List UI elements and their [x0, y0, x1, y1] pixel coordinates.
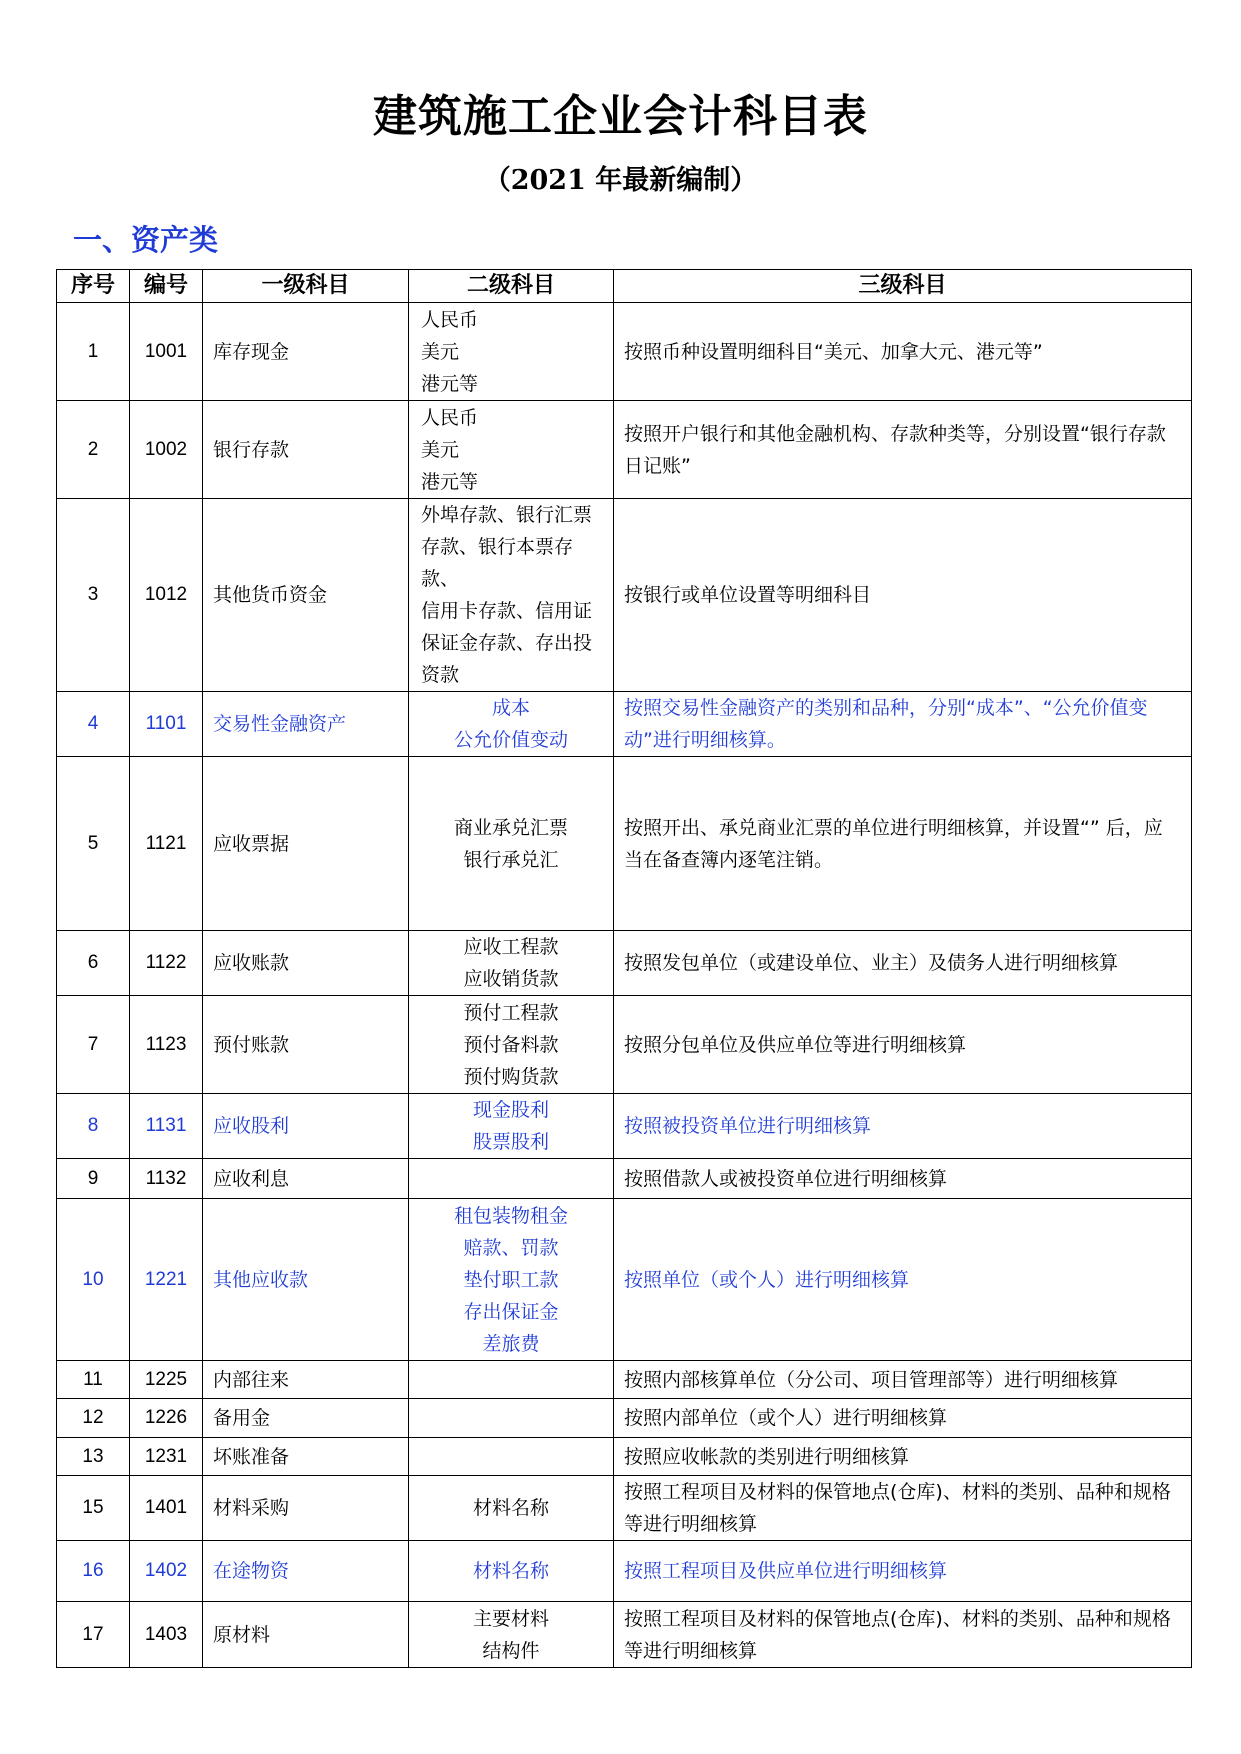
account-code-cell: 1012: [130, 499, 203, 692]
level1-account-cell: 材料采购: [203, 1476, 409, 1541]
level3-account-cell: [614, 499, 1192, 692]
account-code-cell: 1122: [130, 931, 203, 996]
account-code-cell: 1231: [130, 1438, 203, 1476]
level3-account-cell: [614, 931, 1192, 996]
table-row: [57, 1361, 1192, 1399]
table-row: [57, 1476, 1192, 1541]
level2-account-line: 信用卡存款、信用证: [421, 600, 593, 622]
table-row: [57, 1199, 1192, 1361]
level2-account-cell: [409, 757, 614, 931]
level3-account-description: 按照借款人或被投资单位进行明细核算: [624, 1167, 948, 1190]
level3-account-cell: [614, 1094, 1192, 1159]
account-code-cell: 1226: [130, 1399, 203, 1438]
level3-account-cell: [614, 692, 1192, 757]
level3-account-cell: [614, 1602, 1192, 1668]
level2-account-line: 应收销货款: [463, 968, 559, 990]
level2-account-line: 人民币: [421, 406, 479, 429]
header-level1-account: 一级科目: [203, 270, 409, 303]
level3-account-description: 按照开出、承兑商业汇票的单位进行明细核算，并设置“” 后，应当在备查簿内逐笔注销。: [624, 816, 1163, 871]
level2-account-line: 赔款、罚款: [463, 1236, 559, 1259]
level1-account-cell: 交易性金融资产: [203, 692, 409, 757]
account-code-cell: 1402: [130, 1541, 203, 1602]
account-code-cell: 1131: [130, 1094, 203, 1159]
level2-account-line: 预付备料款: [463, 1033, 559, 1056]
level3-account-cell: [614, 1361, 1192, 1399]
level2-account-line: 资款: [421, 664, 460, 686]
level1-account-cell: 预付账款: [203, 996, 409, 1094]
level2-account-line: 应收工程款: [463, 936, 559, 958]
serial-number-cell: 4: [57, 692, 130, 757]
level2-account-line: 租包装物租金: [453, 1204, 568, 1227]
account-code-cell: 1403: [130, 1602, 203, 1668]
account-code-cell: 1001: [130, 303, 203, 401]
serial-number-cell: 3: [57, 499, 130, 692]
level2-account-line: 预付工程款: [463, 1001, 559, 1024]
level2-account-line: 保证金存款、存出投: [421, 632, 593, 654]
level2-account-line: 主要材料: [472, 1607, 549, 1630]
level2-account-cell: [409, 1199, 614, 1361]
level3-account-description: 按照被投资单位进行明细核算: [624, 1115, 872, 1137]
serial-number-cell: 10: [57, 1199, 130, 1361]
account-code-cell: 1101: [130, 692, 203, 757]
level3-account-cell: [614, 757, 1192, 931]
level1-account-cell: 应收账款: [203, 931, 409, 996]
level2-account-line: 银行承兑汇: [463, 848, 559, 871]
level3-account-cell: [614, 1476, 1192, 1541]
account-code-cell: 1221: [130, 1199, 203, 1361]
level1-account-cell: 原材料: [203, 1602, 409, 1668]
level3-account-description: 按照币种设置明细科目“美元、加拿大元、港元等”: [624, 340, 1043, 363]
level2-account-cell: [409, 1399, 614, 1438]
table-header-row: [57, 270, 1192, 303]
serial-number-cell: 8: [57, 1094, 130, 1159]
table-row: [57, 1438, 1192, 1476]
account-code-cell: 1132: [130, 1159, 203, 1199]
level2-account-line: 港元等: [421, 372, 479, 395]
table-row: [57, 1094, 1192, 1159]
level2-account-line: 外埠存款、银行汇票: [421, 504, 593, 526]
level2-account-line: 存款、银行本票存款、: [421, 536, 574, 590]
level1-account-cell: 银行存款: [203, 401, 409, 499]
level3-account-description: 按照发包单位（或建设单位、业主）及债务人进行明细核算: [624, 952, 1119, 974]
level2-account-line: 材料名称: [472, 1497, 549, 1519]
level2-account-line: 差旅费: [482, 1332, 540, 1355]
level3-account-cell: [614, 1199, 1192, 1361]
level2-account-line: 现金股利: [472, 1099, 549, 1121]
level1-account-cell: 其他货币资金: [203, 499, 409, 692]
level2-account-cell: [409, 1361, 614, 1399]
level2-account-cell: [409, 401, 614, 499]
level3-account-description: 按照应收帐款的类别进行明细核算: [624, 1445, 910, 1468]
table-body: [57, 303, 1192, 1668]
serial-number-cell: 15: [57, 1476, 130, 1541]
document-title: 建筑施工企业会计科目表: [373, 91, 868, 142]
level2-account-cell: [409, 499, 614, 692]
table-row: [57, 1541, 1192, 1602]
level1-account-cell: 应收利息: [203, 1159, 409, 1199]
level2-account-line: 美元: [421, 438, 460, 461]
level1-account-cell: 坏账准备: [203, 1438, 409, 1476]
serial-number-cell: 16: [57, 1541, 130, 1602]
serial-number-cell: 2: [57, 401, 130, 499]
level2-account-cell: [409, 1476, 614, 1541]
level1-account-cell: 内部往来: [203, 1361, 409, 1399]
section-heading: 一、资产类: [73, 223, 219, 257]
table-row: [57, 499, 1192, 692]
account-code-cell: 1121: [130, 757, 203, 931]
level3-account-cell: [614, 303, 1192, 401]
account-code-cell: 1401: [130, 1476, 203, 1541]
table-row: [57, 303, 1192, 401]
level2-account-line: 股票股利: [472, 1131, 549, 1153]
level1-account-cell: 应收股利: [203, 1094, 409, 1159]
table-row: [57, 996, 1192, 1094]
header-account-code: 编号: [130, 270, 203, 303]
level3-account-description: 按银行或单位设置等明细科目: [624, 584, 872, 606]
level3-account-description: 按照工程项目及材料的保管地点(仓库)、材料的类别、品种和规格等进行明细核算: [624, 1607, 1171, 1662]
serial-number-cell: 17: [57, 1602, 130, 1668]
serial-number-cell: 7: [57, 996, 130, 1094]
level1-account-cell: 库存现金: [203, 303, 409, 401]
table-row: [57, 757, 1192, 931]
level2-account-line: 材料名称: [472, 1560, 549, 1582]
level3-account-cell: [614, 1399, 1192, 1438]
level3-account-description: 按照工程项目及供应单位进行明细核算: [624, 1560, 948, 1582]
serial-number-cell: 1: [57, 303, 130, 401]
document-subtitle: （2021 年最新编制）: [483, 165, 758, 196]
table-row: [57, 931, 1192, 996]
level2-account-cell: [409, 1438, 614, 1476]
level2-account-cell: [409, 692, 614, 757]
level2-account-cell: [409, 303, 614, 401]
header-serial-number: 序号: [57, 270, 130, 303]
level2-account-line: 垫付职工款: [463, 1268, 559, 1291]
level2-account-line: 港元等: [421, 470, 479, 493]
level3-account-description: 按照交易性金融资产的类别和品种，分别“成本”、“公允价值变动”进行明细核算。: [624, 697, 1148, 751]
level2-account-line: 成本: [491, 697, 530, 719]
account-code-cell: 1123: [130, 996, 203, 1094]
level3-account-description: 按照开户银行和其他金融机构、存款种类等，分别设置“银行存款日记账”: [624, 422, 1166, 477]
table-row: [57, 401, 1192, 499]
level2-account-line: 存出保证金: [463, 1300, 559, 1323]
level3-account-cell: [614, 1438, 1192, 1476]
level2-account-cell: [409, 996, 614, 1094]
table-row: [57, 1602, 1192, 1668]
level2-account-line: 人民币: [421, 308, 479, 331]
level2-account-line: 商业承兑汇票: [453, 816, 568, 839]
level3-account-description: 按照工程项目及材料的保管地点(仓库)、材料的类别、品种和规格等进行明细核算: [624, 1481, 1171, 1535]
level3-account-cell: [614, 1159, 1192, 1199]
serial-number-cell: 6: [57, 931, 130, 996]
header-level2-account: 二级科目: [409, 270, 614, 303]
level3-account-cell: [614, 996, 1192, 1094]
table-row: [57, 1159, 1192, 1199]
table-row: [57, 692, 1192, 757]
level2-account-cell: [409, 1094, 614, 1159]
account-code-cell: 1002: [130, 401, 203, 499]
level3-account-description: 按照内部单位（或个人）进行明细核算: [624, 1407, 948, 1429]
level3-account-description: 按照单位（或个人）进行明细核算: [624, 1268, 910, 1291]
level2-account-line: 预付购货款: [463, 1065, 559, 1088]
account-code-cell: 1225: [130, 1361, 203, 1399]
accounts-table: [56, 269, 1192, 1668]
table-row: [57, 1399, 1192, 1438]
level1-account-cell: 应收票据: [203, 757, 409, 931]
serial-number-cell: 12: [57, 1399, 130, 1438]
level2-account-cell: [409, 1602, 614, 1668]
header-level3-account: 三级科目: [614, 270, 1192, 303]
level2-account-line: 公允价值变动: [453, 729, 568, 751]
serial-number-cell: 9: [57, 1159, 130, 1199]
level3-account-description: 按照内部核算单位（分公司、项目管理部等）进行明细核算: [624, 1368, 1119, 1391]
level2-account-cell: [409, 1541, 614, 1602]
level2-account-line: 结构件: [482, 1639, 540, 1662]
serial-number-cell: 5: [57, 757, 130, 931]
serial-number-cell: 13: [57, 1438, 130, 1476]
level3-account-cell: [614, 1541, 1192, 1602]
serial-number-cell: 11: [57, 1361, 130, 1399]
level1-account-cell: 在途物资: [203, 1541, 409, 1602]
level3-account-cell: [614, 401, 1192, 499]
level2-account-cell: [409, 1159, 614, 1199]
level2-account-line: 美元: [421, 340, 460, 363]
level3-account-description: 按照分包单位及供应单位等进行明细核算: [624, 1033, 967, 1056]
level1-account-cell: 备用金: [203, 1399, 409, 1438]
level1-account-cell: 其他应收款: [203, 1199, 409, 1361]
level2-account-cell: [409, 931, 614, 996]
